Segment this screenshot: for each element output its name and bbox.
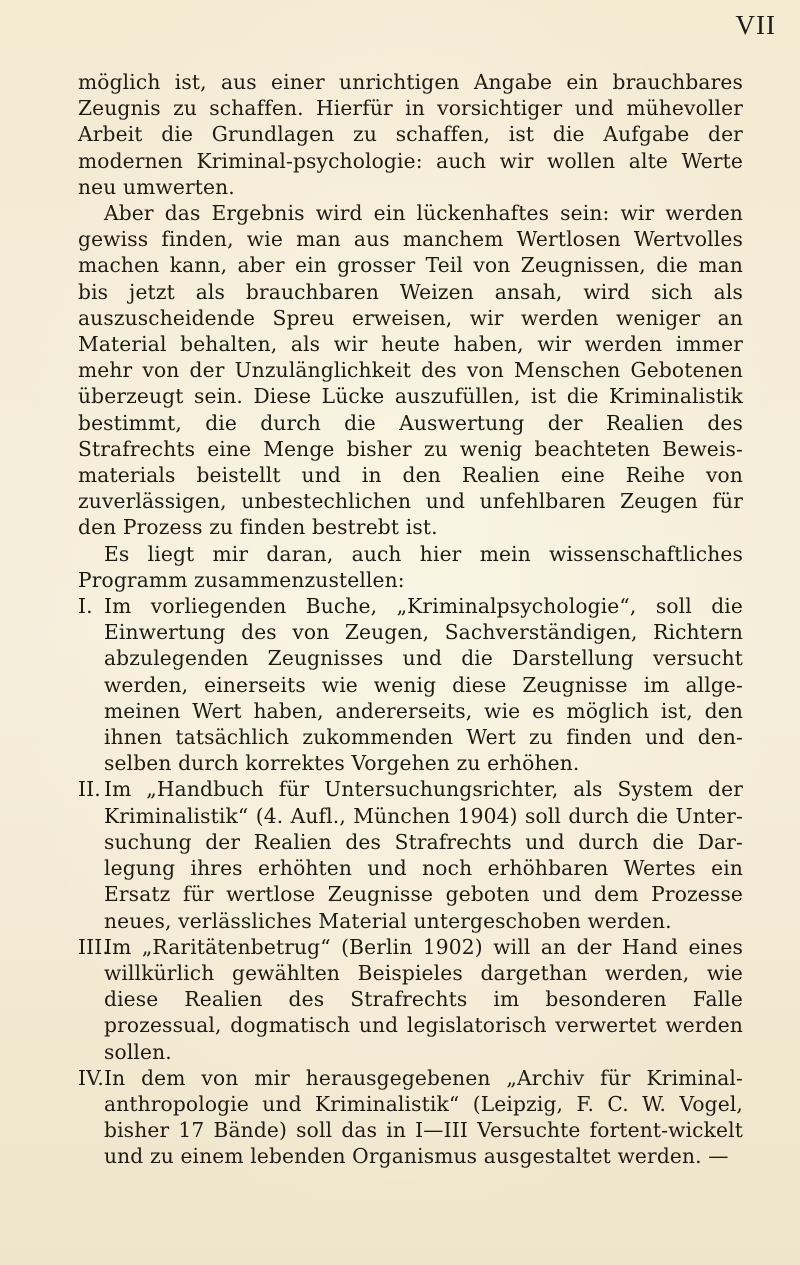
list-item-number: IV. [78, 1065, 104, 1090]
list-item-number: II. [78, 777, 101, 802]
list-item-text: Im „Handbuch für Untersuchungsrichter, als System der Kriminalistik“ (4. Aufl., München 1904) soll durch die Unter-suchung der Realien des Strafrechts und durch die Dar-legung ihres erhöhten und noch erhöhbaren Wertes ein Ersatz für wertlose Zeugnisse geboten und dem Prozesse neues, verlässliches Material untergeschoben werden. [104, 777, 743, 933]
paragraph: möglich ist, aus einer unrichtigen Angabe ein brauchbares Zeugnis zu schaffen. Hierfür in vorsichtiger und mühevoller Arbeit die Grundlagen zu schaffen, ist die Aufgabe der modernen Kriminal-psychologie: auch wir wollen alte Werte neu umwerten. [78, 70, 743, 199]
list-item-number: III. [78, 934, 109, 959]
list-item [78, 934, 743, 1065]
paragraph: Aber das Ergebnis wird ein lückenhaftes sein: wir werden gewiss finden, wie man aus manchem Wertlosen Wertvolles machen kann, aber ein grosser Teil von Zeugnissen, die man bis jetzt als brauchbaren Weizen ansah, wird sich als auszuscheidende Spreu erweisen, wir werden weniger an Material behalten, als wir heute haben, wir werden immer mehr von der Unzulänglichkeit des von Menschen Gebotenen überzeugt sein. Diese Lücke auszufüllen, ist die Kriminalistik bestimmt, die durch die Auswertung der Realien des Strafrechts eine Menge bisher zu wenig beachteten Beweis-materials beistellt und in den Realien eine Reihe von zuverlässigen, unbestechlichen und unfehlbaren Zeugen für den Prozess zu finden bestrebt ist. [78, 201, 743, 540]
list-item [78, 776, 743, 933]
body-text [78, 69, 743, 1170]
list-item [78, 1065, 743, 1170]
list-item [78, 593, 743, 776]
list-item-text: Im vorliegenden Buche, „Kriminalpsychologie“, soll die Einwertung des von Zeugen, Sachverständigen, Richtern abzulegenden Zeugnisses und die Darstellung versucht werden, einerseits wie wenig diese Zeugnisse im allge-meinen Wert haben, andererseits, wie es möglich ist, den ihnen tatsächlich zukommenden Wert zu finden und den-selben durch korrektes Vorgehen zu erhöhen. [104, 594, 743, 776]
paragraph: Es liegt mir daran, auch hier mein wissenschaftliches Programm zusammenzustellen: [78, 541, 743, 592]
list-item-text: Im „Raritätenbetrug“ (Berlin 1902) will an der Hand eines willkürlich gewählten Beispieles dargethan werden, wie diese Realien des Strafrechts im besonderen Falle prozessual, dogmatisch und legislatorisch verwertet werden sollen. [104, 934, 743, 1064]
page-number: VII [735, 10, 776, 40]
list-item-number: I. [78, 594, 93, 619]
list-item-text: In dem von mir herausgegebenen „Archiv für Kriminal-anthropologie und Kriminalistik“ (Leipzig, F. C. W. Vogel, bisher 17 Bände) soll das in I—III Versuchte fortent-wickelt und zu einem lebenden Organismus ausgestaltet werden. — [104, 1065, 743, 1169]
